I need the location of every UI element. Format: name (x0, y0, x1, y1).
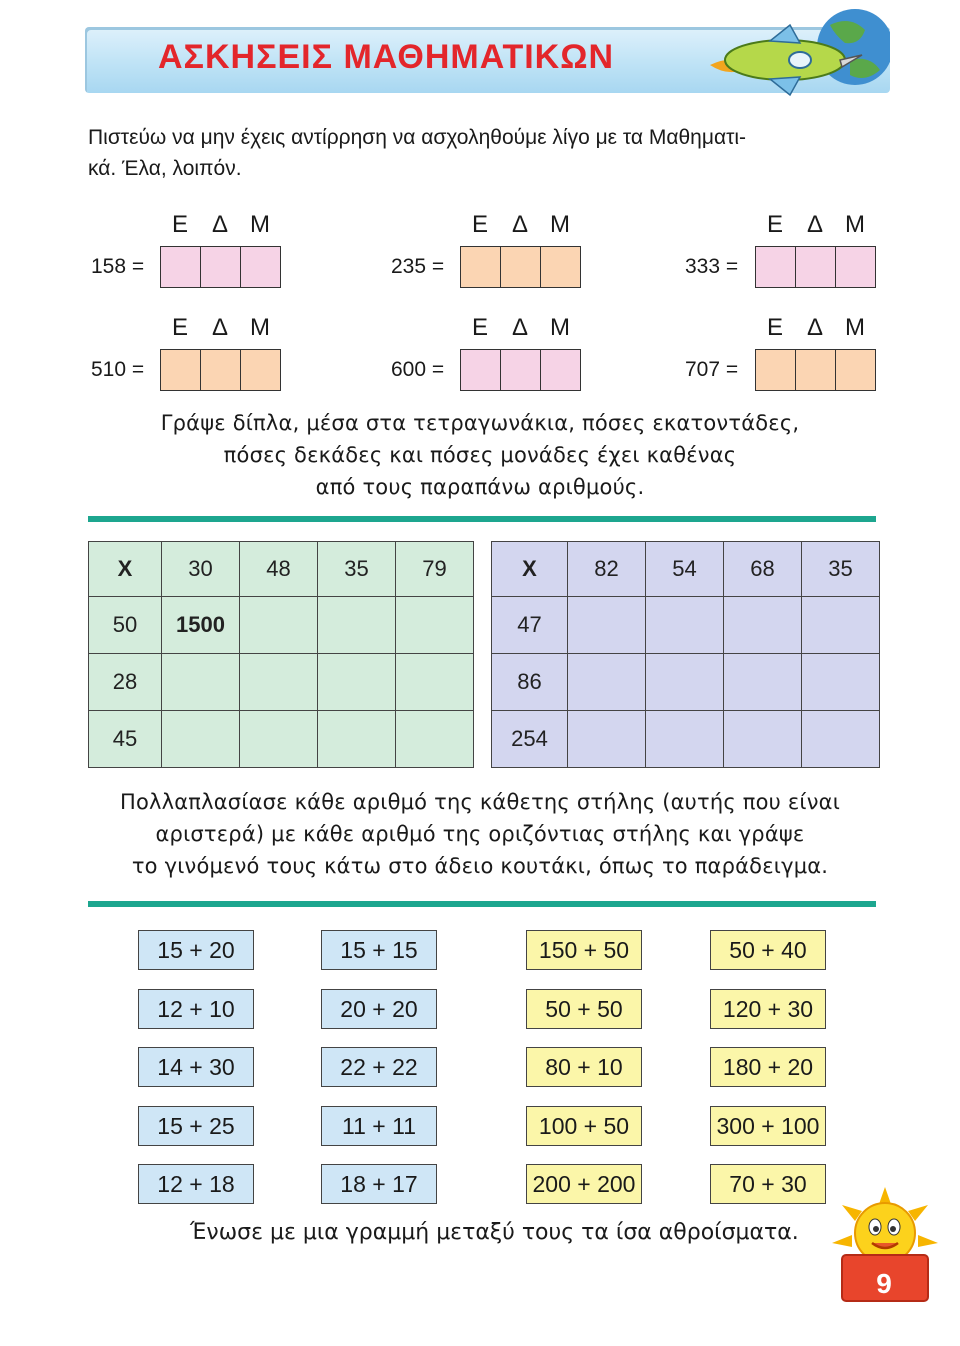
tens-header: Δ (211, 211, 229, 238)
hundreds-cell[interactable] (161, 350, 201, 390)
tens-cell[interactable] (501, 350, 541, 390)
page-title: ΑΣΚΗΣΕΙΣ ΜΑΘΗΜΑΤΙΚΩΝ (158, 38, 615, 76)
multiplication-table-right (491, 541, 880, 768)
instruction-line: Πολλαπλασίασε κάθε αριθμό της κάθετης στήλης (αυτής που είναι (119, 790, 841, 814)
section-divider (88, 901, 876, 907)
instruction-line: από τους παραπάνω αριθμούς. (315, 475, 645, 499)
column-header: 68 (724, 542, 802, 597)
sum-box[interactable]: 50 + 50 (526, 989, 642, 1029)
number-label: 707 = (685, 358, 739, 381)
section-divider (88, 516, 876, 522)
sum-box[interactable]: 15 + 20 (138, 930, 254, 970)
sum-box[interactable]: 11 + 11 (321, 1106, 437, 1146)
sum-box[interactable]: 70 + 30 (710, 1164, 826, 1204)
tens-header: Δ (511, 211, 529, 238)
sum-box[interactable]: 200 + 200 (526, 1164, 642, 1204)
sum-box[interactable]: 15 + 15 (321, 930, 437, 970)
product-cell[interactable] (724, 654, 802, 711)
row-header: 50 (89, 597, 162, 654)
number-label: 333 = (685, 255, 739, 278)
sum-box[interactable]: 300 + 100 (710, 1106, 826, 1146)
edm-instruction (100, 407, 860, 503)
row-header: 86 (492, 654, 568, 711)
units-header: Μ (250, 314, 270, 341)
row-header: 254 (492, 711, 568, 768)
units-header: Μ (550, 211, 570, 238)
hundreds-header: Ε (171, 211, 188, 238)
sum-box[interactable]: 20 + 20 (321, 989, 437, 1029)
intro-text (88, 122, 888, 184)
edm-box-600 (460, 307, 581, 391)
multiplication-instruction (90, 786, 870, 882)
column-header: 30 (162, 542, 240, 597)
number-label: 600 = (391, 358, 445, 381)
units-header: Μ (845, 211, 865, 238)
edm-box-510 (160, 307, 281, 391)
units-cell[interactable] (836, 350, 875, 390)
row-header: 47 (492, 597, 568, 654)
units-header: Μ (845, 314, 865, 341)
product-cell[interactable] (162, 654, 240, 711)
product-cell[interactable] (396, 654, 474, 711)
example-product: 1500 (162, 597, 240, 654)
column-header: 35 (318, 542, 396, 597)
instruction-line: το γινόμενό τους κάτω στο άδειο κουτάκι, όπως το παράδειγμα. (131, 854, 829, 878)
units-header: Μ (250, 211, 270, 238)
instruction-line: πόσες δεκάδες και πόσες μονάδες έχει καθένας (223, 443, 737, 467)
sum-box[interactable]: 150 + 50 (526, 930, 642, 970)
rocket-globe-illustration (690, 5, 890, 100)
product-cell[interactable] (240, 597, 318, 654)
sums-instruction: Ένωσε με μια γραμμή μεταξύ τους τα ίσα αθροίσματα. (190, 1220, 799, 1245)
units-cell[interactable] (241, 247, 280, 287)
sum-box[interactable]: 120 + 30 (710, 989, 826, 1029)
product-cell[interactable] (318, 597, 396, 654)
tens-header: Δ (511, 314, 529, 341)
units-cell[interactable] (241, 350, 280, 390)
sum-box[interactable]: 80 + 10 (526, 1047, 642, 1087)
hundreds-header: Ε (171, 314, 188, 341)
column-header: 35 (802, 542, 880, 597)
product-cell[interactable] (318, 654, 396, 711)
edm-box-707 (755, 307, 876, 391)
tens-header: Δ (806, 211, 824, 238)
row-header: 45 (89, 711, 162, 768)
sum-box[interactable]: 12 + 10 (138, 989, 254, 1029)
product-cell[interactable] (318, 711, 396, 768)
sum-box[interactable]: 15 + 25 (138, 1106, 254, 1146)
hundreds-header: Ε (471, 314, 488, 341)
units-cell[interactable] (541, 350, 580, 390)
product-cell[interactable] (162, 711, 240, 768)
times-symbol: X (492, 542, 568, 597)
units-cell[interactable] (836, 247, 875, 287)
product-cell[interactable] (568, 711, 646, 768)
product-cell[interactable] (396, 711, 474, 768)
column-header: 82 (568, 542, 646, 597)
multiplication-table-left (88, 541, 474, 768)
sum-box[interactable]: 12 + 18 (138, 1164, 254, 1204)
product-cell[interactable] (724, 597, 802, 654)
product-cell[interactable] (802, 597, 880, 654)
sum-box[interactable]: 22 + 22 (321, 1047, 437, 1087)
product-cell[interactable] (802, 711, 880, 768)
units-cell[interactable] (541, 247, 580, 287)
instruction-line: αριστερά) με κάθε αριθμό της οριζόντιας στήλης και γράψε (155, 822, 805, 846)
product-cell[interactable] (646, 654, 724, 711)
product-cell[interactable] (568, 654, 646, 711)
product-cell[interactable] (396, 597, 474, 654)
product-cell[interactable] (568, 597, 646, 654)
sum-box[interactable]: 50 + 40 (710, 930, 826, 970)
number-label: 158 = (91, 255, 145, 278)
hundreds-cell[interactable] (756, 350, 796, 390)
intro-line: Πιστεύω να μην έχεις αντίρρηση να ασχοληθούμε λίγο με τα Μαθηματι- (88, 126, 747, 149)
edm-box-158 (160, 204, 281, 288)
product-cell[interactable] (646, 711, 724, 768)
product-cell[interactable] (646, 597, 724, 654)
column-header: 79 (396, 542, 474, 597)
hundreds-cell[interactable] (461, 247, 501, 287)
tens-header: Δ (211, 314, 229, 341)
page-number: 9 (876, 1268, 892, 1299)
sum-box[interactable]: 18 + 17 (321, 1164, 437, 1204)
tens-cell[interactable] (796, 350, 836, 390)
hundreds-cell[interactable] (161, 247, 201, 287)
times-symbol: X (89, 542, 162, 597)
tens-cell[interactable] (201, 350, 241, 390)
column-header: 54 (646, 542, 724, 597)
edm-box-333 (755, 204, 876, 288)
sum-box[interactable]: 100 + 50 (526, 1106, 642, 1146)
hundreds-header: Ε (471, 211, 488, 238)
number-label: 235 = (391, 255, 445, 278)
edm-box-235 (460, 204, 581, 288)
hundreds-cell[interactable] (461, 350, 501, 390)
column-header: 48 (240, 542, 318, 597)
product-cell[interactable] (802, 654, 880, 711)
tens-cell[interactable] (796, 247, 836, 287)
product-cell[interactable] (240, 654, 318, 711)
product-cell[interactable] (724, 711, 802, 768)
hundreds-header: Ε (766, 314, 783, 341)
tens-header: Δ (806, 314, 824, 341)
units-header: Μ (550, 314, 570, 341)
hundreds-cell[interactable] (756, 247, 796, 287)
tens-cell[interactable] (201, 247, 241, 287)
sum-box[interactable]: 14 + 30 (138, 1047, 254, 1087)
number-label: 510 = (91, 358, 145, 381)
instruction-line: Γράψε δίπλα, μέσα στα τετραγωνάκια, πόσες εκατοντάδες, (160, 411, 800, 435)
tens-cell[interactable] (501, 247, 541, 287)
product-cell[interactable] (240, 711, 318, 768)
sum-box[interactable]: 180 + 20 (710, 1047, 826, 1087)
hundreds-header: Ε (766, 211, 783, 238)
intro-line: κά. Έλα, λοιπόν. (88, 157, 242, 180)
row-header: 28 (89, 654, 162, 711)
